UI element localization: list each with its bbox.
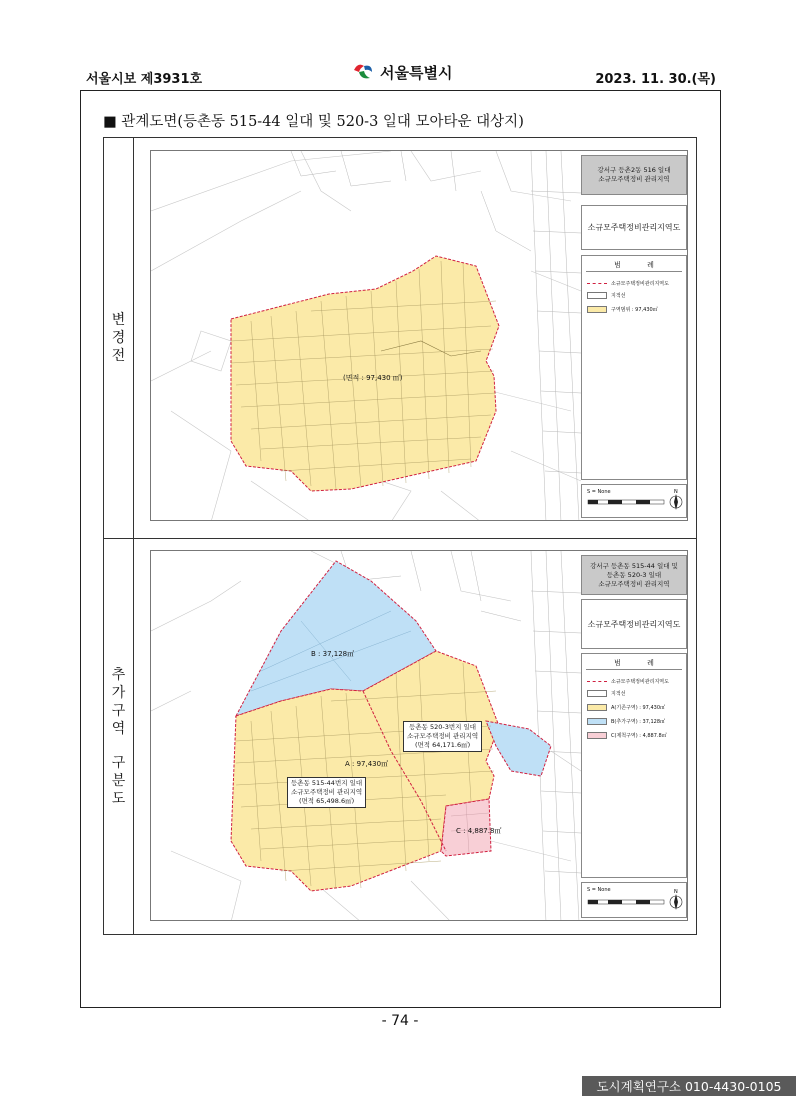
- legend-title-line: 등촌동 520-3 일대: [606, 570, 662, 579]
- area-label-before: (면적 : 97,430 ㎡): [343, 374, 403, 382]
- label-char: 구: [111, 755, 126, 771]
- label-char: 구: [111, 703, 126, 719]
- label-char: 경: [111, 330, 126, 346]
- district-box-520: 등촌동 520-3번지 일대 소규모주택정비 관리지역 (면적 64,171.6㎡): [403, 721, 482, 752]
- legend-item-boundary: 소규모주택정비관리지역도: [587, 678, 669, 685]
- legend-map-name-before: 소규모주택정비관리지역도: [581, 205, 687, 250]
- gazette-issue: 서울시보 제3931호: [86, 72, 203, 87]
- area-label-a: A : 97,430㎡: [345, 760, 389, 768]
- legend-item-b: B(추가구역) : 37,128㎡: [587, 718, 665, 725]
- label-char: 추: [111, 667, 126, 683]
- scale-bar-icon: [582, 485, 688, 519]
- scale-bar-icon: [582, 883, 688, 919]
- legend-map-name-added: 소규모주택정비관리지역도: [581, 599, 687, 649]
- label-char: 분: [111, 773, 126, 789]
- scale-text: S = None: [587, 489, 611, 495]
- area-label-c: C : 4,887.8㎡: [456, 827, 502, 835]
- district-box-515: 등촌동 515-44번지 일대 소규모주택정비 관리지역 (면적 65,498.6㎡): [287, 777, 366, 808]
- legend-title-line: 소규모주택정비 관리지역: [598, 579, 670, 588]
- map-added: [150, 550, 688, 921]
- legend-title-line: 강서구 등촌동 515-44 일대 및: [590, 561, 678, 570]
- legend-item-a: A(기존구역) : 97,430㎡: [587, 704, 665, 711]
- legend-scale-before: [581, 484, 687, 518]
- row-label-added: [104, 538, 133, 936]
- label-char: 변: [111, 312, 126, 328]
- seoul-logo: [350, 60, 452, 84]
- legend-box-before: [581, 255, 687, 480]
- legend-head: 범 례: [614, 261, 666, 269]
- legend-panel-added: [581, 551, 687, 921]
- legend-item-c: C(제척구역) : 4,887.8㎡: [587, 732, 667, 739]
- legend-item-parcel: 지적선: [587, 690, 626, 697]
- page-number: - 74 -: [381, 1013, 419, 1029]
- label-char: 가: [111, 685, 126, 701]
- issue-date: 2023. 11. 30.(목): [595, 72, 716, 87]
- section-title: ■ 관계도면(등촌동 515-44 일대 및 520-3 일대 모아타운 대상지): [103, 114, 524, 130]
- legend-title-line: 강서구 등촌2동 516 일대: [597, 166, 671, 174]
- watermark: 도시계획연구소 010-4430-0105: [582, 1076, 796, 1096]
- label-char: 전: [111, 348, 126, 364]
- seoul-logo-icon: [350, 60, 376, 84]
- map-before: [150, 150, 688, 521]
- legend-head: 범 례: [614, 659, 666, 667]
- area-label-b: B : 37,128㎡: [311, 650, 355, 658]
- scale-text: S = None: [587, 887, 611, 893]
- legend-title-line: 소규모주택정비 관리지역: [598, 175, 670, 183]
- legend-title-added: [581, 555, 687, 595]
- legend-box-added: [581, 653, 687, 878]
- legend-title-before: [581, 155, 687, 195]
- row-label-before: [104, 138, 133, 538]
- label-char: 도: [111, 791, 126, 807]
- legend-item-district: 구역범위 : 97,430㎡: [587, 306, 658, 313]
- svg-text:N: N: [674, 889, 678, 895]
- legend-panel-before: [581, 151, 687, 521]
- logo-text: 서울특별시: [380, 63, 453, 82]
- label-char: 역: [111, 721, 126, 737]
- legend-item-parcel: 지적선: [587, 292, 626, 299]
- svg-text:N: N: [674, 489, 678, 495]
- legend-item-boundary: 소규모주택정비관리지역도: [587, 280, 669, 287]
- legend-scale-added: [581, 882, 687, 918]
